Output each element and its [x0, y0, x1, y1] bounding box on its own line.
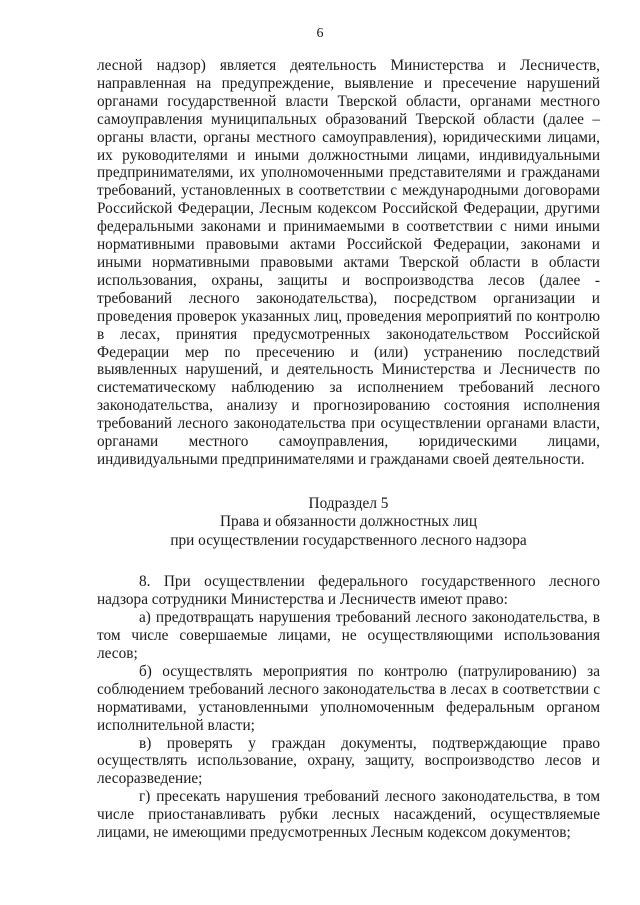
continuation-paragraph: лесной надзор) является деятельность Министерства и Лесничеств, направленная на предупреждение, выявление и пресечение нарушений органами государственной власти Тверской области, органами местного самоуправления муниципальных образований Тверской области (далее – органы власти, органы местного самоуправления), юридическими лицами, их руководителями и иными должностными лицами, индивидуальными предпринимателями, их уполномоченными представителями и гражданами требований, установленных в соответствии с международными договорами Российской Федерации, Лесным кодексом Российской Федерации, другими федеральными законами и принимаемыми в соответствии с ними иными нормативными правовыми актами Российской Федерации, законами и иными нормативными правовыми актами Тверской области в области использования, охраны, защиты и воспроизводства лесов (далее - требований лесного законодательства), посредством организации и проведения проверок указанных лиц, проведения мероприятий по контролю в лесах, принятия предусмотренных законодательством Российской Федерации мер по пресечению и (или) устранению последствий выявленных нарушений, и деятельность Министерства и Лесничеств по систематическому наблюдению за исполнением требований лесного законодательства, анализу и прогнозированию состояния исполнения требований лесного законодательства при осуществлении органами власти, органами местного самоуправления, юридическими лицами, индивидуальными предпринимателями и гражданами своей деятельности.: [97, 57, 600, 468]
document-body: [97, 57, 600, 842]
subsection-heading: [97, 495, 600, 551]
clause-8-item-b: б) осуществлять мероприятия по контролю (патрулированию) за соблюдением требований лесного законодательства в лесах в соответствии с нормативами, установленными уполномоченным федеральным органом исполнительной власти;: [97, 662, 600, 734]
page-number: 6: [316, 26, 324, 41]
clause-8: 8. При осуществлении федерального государственного лесного надзора сотрудники Министерства и Лесничеств имеют право:: [97, 573, 600, 609]
subsection-label: Подраздел 5: [308, 494, 389, 512]
clause-8-item-v: в) проверять у граждан документы, подтверждающие право осуществлять использование, охрану, защиту, воспроизводство лесов и лесоразведение;: [97, 734, 600, 788]
clause-8-item-a: а) предотвращать нарушения требований лесного законодательства, в том числе совершаемые лицами, не осуществляющими использования лесов;: [97, 609, 600, 662]
clause-8-item-g: г) пресекать нарушения требований лесного законодательства, в том числе приостанавливать рубки лесных насаждений, осуществляемые лицами, не имеющими предусмотренных Лесным кодексом документов;: [97, 788, 600, 842]
subsection-title-line-2: при осуществлении государственного лесного надзора: [170, 531, 527, 549]
subsection-title-line-1: Права и обязанности должностных лиц: [220, 513, 477, 531]
